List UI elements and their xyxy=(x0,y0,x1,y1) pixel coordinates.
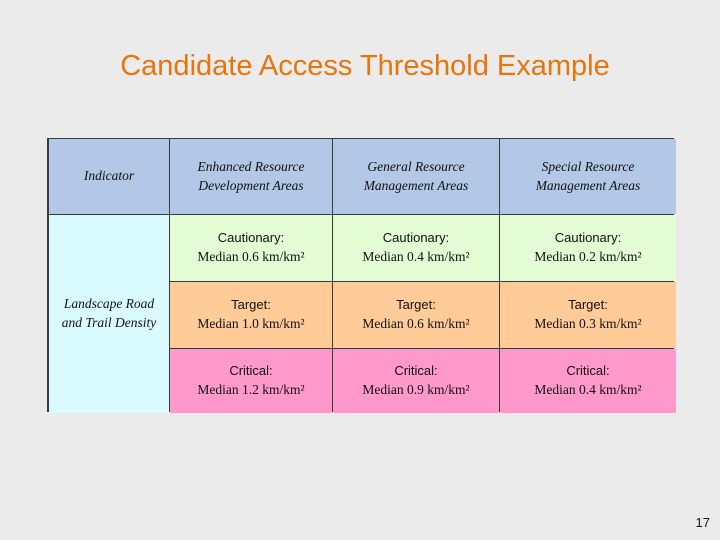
critical-label: Critical: xyxy=(566,363,610,379)
cautionary-value: Median 0.2 km/km² xyxy=(534,248,642,264)
indicator-line: Landscape Road xyxy=(63,296,155,312)
header-line: General Resource xyxy=(367,158,465,174)
critical-cell-general xyxy=(333,349,499,413)
header-line: Management Areas xyxy=(535,177,641,193)
critical-value: Median 0.4 km/km² xyxy=(534,381,642,397)
header-indicator xyxy=(49,139,169,214)
indicator-line: and Trail Density xyxy=(61,315,157,330)
header-line: Development Areas xyxy=(198,177,304,193)
header-line: Enhanced Resource xyxy=(197,158,305,174)
target-cell-general xyxy=(333,282,499,348)
target-value: Median 0.3 km/km² xyxy=(534,315,642,331)
target-cell-enhanced xyxy=(170,282,332,348)
slide-title: Candidate Access Threshold Example xyxy=(120,50,610,82)
header-enhanced-resource xyxy=(170,139,332,214)
target-value: Median 1.0 km/km² xyxy=(197,315,305,331)
cautionary-value: Median 0.4 km/km² xyxy=(362,248,470,264)
critical-value: Median 0.9 km/km² xyxy=(362,381,470,397)
header-line: Special Resource xyxy=(541,158,635,174)
target-label: Target: xyxy=(568,297,608,313)
cautionary-label: Cautionary: xyxy=(217,230,285,246)
header-line: Management Areas xyxy=(363,177,469,193)
target-value: Median 0.6 km/km² xyxy=(362,315,470,331)
page-number: 17 xyxy=(695,515,710,530)
header-special-resource xyxy=(500,139,676,214)
cautionary-cell-special xyxy=(500,215,676,281)
target-cell-special xyxy=(500,282,676,348)
header-indicator-label: Indicator xyxy=(83,168,135,184)
cautionary-label: Cautionary: xyxy=(382,230,450,246)
critical-label: Critical: xyxy=(229,363,273,379)
threshold-table xyxy=(47,138,674,412)
indicator-cell xyxy=(49,215,169,413)
cautionary-cell-general xyxy=(333,215,499,281)
header-general-resource xyxy=(333,139,499,214)
critical-cell-enhanced xyxy=(170,349,332,413)
critical-label: Critical: xyxy=(394,363,438,379)
cautionary-label: Cautionary: xyxy=(554,230,622,246)
cautionary-value: Median 0.6 km/km² xyxy=(197,248,305,264)
target-label: Target: xyxy=(396,297,436,313)
target-label: Target: xyxy=(231,297,271,313)
critical-value: Median 1.2 km/km² xyxy=(197,381,305,397)
critical-cell-special xyxy=(500,349,676,413)
cautionary-cell-enhanced xyxy=(170,215,332,281)
